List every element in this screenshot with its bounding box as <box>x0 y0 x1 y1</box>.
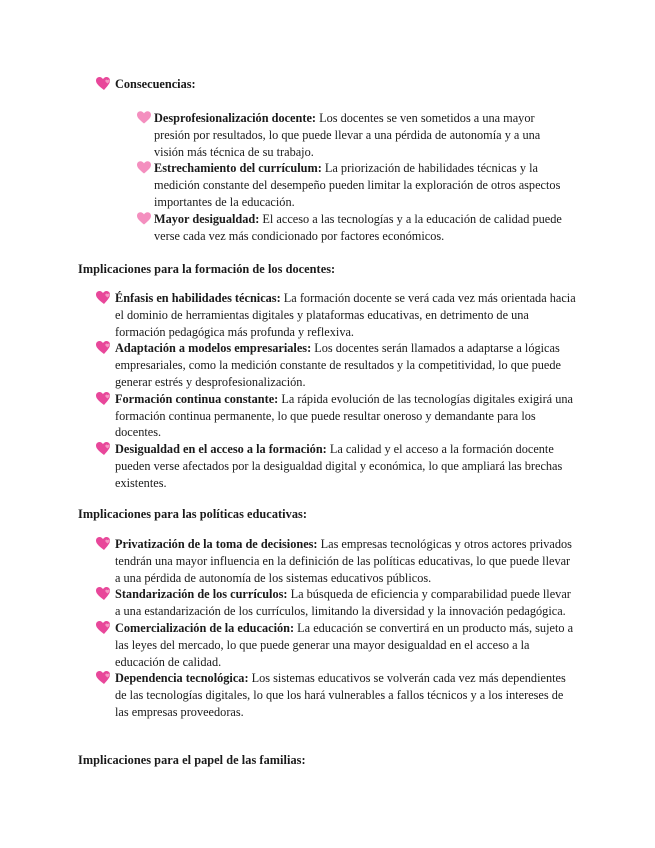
list-item <box>98 340 578 390</box>
item-term: Desprofesionalización docente: <box>154 111 317 125</box>
heart-icon <box>137 111 151 124</box>
item-term: Comercialización de la educación: <box>115 620 295 635</box>
politicas-list <box>98 536 578 721</box>
two-hearts-icon <box>96 291 112 305</box>
list-item <box>137 211 567 245</box>
list-item <box>98 670 578 720</box>
item-term: Privatización de la toma de decisiones: <box>115 537 318 551</box>
item-term: Mayor desigualdad: <box>154 211 260 226</box>
item-term: Standarización de los currículos: <box>115 587 288 602</box>
list-item <box>137 160 567 210</box>
section-heading-formacion: Implicaciones para la formación de los docentes: <box>78 262 336 276</box>
list-item <box>98 536 578 586</box>
item-text: La priorización de habilidades técnicas y la medición constante del desempeño pueden limitar la exploración de otros aspectos importantes de la educación. <box>154 161 561 209</box>
item-text: Los docentes serán llamados a adaptarse a lógicas empresariales, como la medición constante de resultados y la competitividad, lo que puede generar estrés y desprofesionalización. <box>115 341 561 389</box>
item-text: La educación se convertirá en un producto más, sujeto a las leyes del mercado, lo que puede generar una mayor desigualdad en el acceso a la educación de calidad. <box>115 620 574 669</box>
item-text: El acceso a las tecnologías y a la educación de calidad puede verse cada vez más condicionado por factores económicos. <box>154 211 562 243</box>
section-title: Consecuencias: <box>115 77 196 91</box>
list-item <box>98 391 578 441</box>
list-item <box>98 76 578 93</box>
item-text: La formación docente se verá cada vez más orientada hacia el dominio de herramientas digitales y plataformas educativas, en detrimento de una formación pedagógica más profunda y reflexiva. <box>115 291 576 339</box>
list-item <box>137 110 567 160</box>
item-term: Estrechamiento del currículum: <box>154 161 322 176</box>
item-text: Los sistemas educativos se volverán cada vez más dependientes de las tecnologías digitales, lo que los hará vulnerables a fallos técnicos y a los intereses de las empresas proveedoras. <box>115 671 566 719</box>
two-hearts-icon <box>96 442 112 456</box>
item-term: Énfasis en habilidades técnicas: <box>115 291 281 305</box>
heart-icon <box>137 161 151 174</box>
item-text: La calidad y el acceso a la formación docente pueden verse afectados por la desigualdad digital y económica, lo que ampliará las brechas existentes. <box>115 442 563 490</box>
list-item <box>98 290 578 340</box>
formacion-list <box>98 290 578 492</box>
list-item <box>98 441 578 491</box>
two-hearts-icon <box>96 671 112 685</box>
two-hearts-icon <box>96 537 112 551</box>
section-heading-politicas: Implicaciones para las políticas educativas: <box>78 507 308 521</box>
consecuencias-section <box>98 76 578 93</box>
item-term: Dependencia tecnológica: <box>115 671 249 686</box>
two-hearts-icon <box>96 621 112 635</box>
item-term: Desigualdad en el acceso a la formación: <box>115 442 327 457</box>
list-item <box>98 620 578 670</box>
list-item <box>98 586 578 620</box>
consecuencias-list <box>137 110 567 244</box>
item-text: La búsqueda de eficiencia y comparabilidad puede llevar a una estandarización de los currículos, limitando la diversidad y la innovación pedagógica. <box>115 587 571 619</box>
two-hearts-icon <box>96 392 112 406</box>
section-heading-familias: Implicaciones para el papel de las familias: <box>78 753 306 767</box>
item-text: Los docentes se ven sometidos a una mayor presión por resultados, lo que puede llevar a una pérdida de autonomía y a una visión más técnica de su trabajo. <box>154 111 541 159</box>
heart-icon <box>137 212 151 225</box>
item-term: Adaptación a modelos empresariales: <box>115 341 312 356</box>
item-term: Formación continua constante: <box>115 391 279 406</box>
item-text: La rápida evolución de las tecnologías digitales exigirá una formación continua permanente, lo que puede resultar oneroso y demandante para los docentes. <box>115 391 573 440</box>
item-text: Las empresas tecnológicas y otros actores privados tendrán una mayor influencia en la definición de las políticas educativas, lo que puede llevar a una pérdida de autonomía de los sistemas educativos públicos. <box>115 537 572 585</box>
two-hearts-icon <box>96 587 112 601</box>
two-hearts-icon <box>96 341 112 355</box>
two-hearts-icon <box>96 77 112 91</box>
